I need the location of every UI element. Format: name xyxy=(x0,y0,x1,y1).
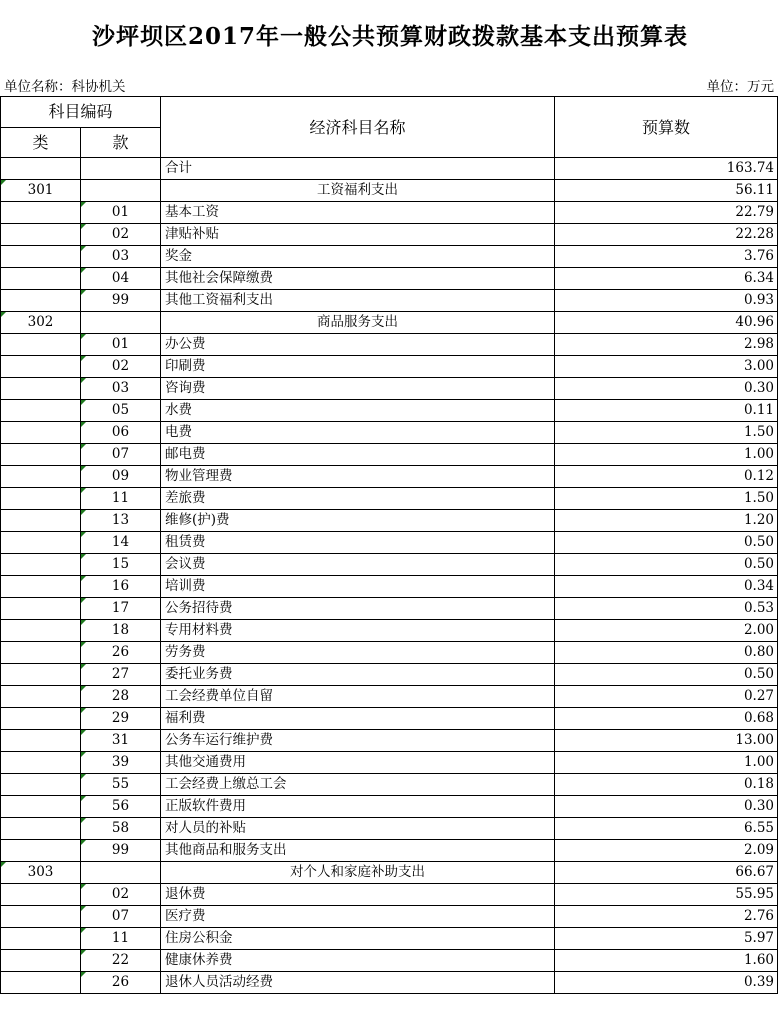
cell-lei xyxy=(1,972,81,994)
cell-lei xyxy=(1,202,81,224)
cell-name: 对个人和家庭补助支出 xyxy=(161,862,555,884)
cell-kuan xyxy=(81,312,161,334)
cell-kuan xyxy=(81,862,161,884)
cell-lei xyxy=(1,686,81,708)
cell-amount: 0.27 xyxy=(555,686,778,708)
cell-amount: 0.93 xyxy=(555,290,778,312)
cell-lei xyxy=(1,884,81,906)
cell-kuan: 26 xyxy=(81,642,161,664)
cell-name: 维修(护)费 xyxy=(161,510,555,532)
cell-amount: 0.50 xyxy=(555,532,778,554)
cell-lei: 303 xyxy=(1,862,81,884)
cell-amount: 163.74 xyxy=(555,158,778,180)
cell-kuan: 13 xyxy=(81,510,161,532)
cell-name: 物业管理费 xyxy=(161,466,555,488)
cell-name: 差旅费 xyxy=(161,488,555,510)
table-row xyxy=(1,752,778,774)
cell-lei: 302 xyxy=(1,312,81,334)
cell-name: 津贴补贴 xyxy=(161,224,555,246)
cell-amount: 22.28 xyxy=(555,224,778,246)
cell-name: 商品服务支出 xyxy=(161,312,555,334)
cell-lei xyxy=(1,730,81,752)
cell-name: 健康休养费 xyxy=(161,950,555,972)
cell-amount: 1.60 xyxy=(555,950,778,972)
cell-kuan: 22 xyxy=(81,950,161,972)
cell-name: 其他工资福利支出 xyxy=(161,290,555,312)
header-amount: 预算数 xyxy=(555,97,778,158)
cell-name: 办公费 xyxy=(161,334,555,356)
cell-kuan: 02 xyxy=(81,224,161,246)
cell-amount: 66.67 xyxy=(555,862,778,884)
cell-lei xyxy=(1,246,81,268)
table-row xyxy=(1,840,778,862)
cell-amount: 1.00 xyxy=(555,444,778,466)
table-row xyxy=(1,862,778,884)
cell-kuan: 26 xyxy=(81,972,161,994)
table-row xyxy=(1,180,778,202)
cell-kuan: 29 xyxy=(81,708,161,730)
cell-amount: 3.76 xyxy=(555,246,778,268)
table-row xyxy=(1,796,778,818)
cell-kuan: 05 xyxy=(81,400,161,422)
cell-name: 电费 xyxy=(161,422,555,444)
currency-unit: 单位：万元 xyxy=(706,79,774,95)
cell-kuan: 07 xyxy=(81,444,161,466)
cell-kuan: 02 xyxy=(81,356,161,378)
table-row xyxy=(1,642,778,664)
cell-name: 合计 xyxy=(161,158,555,180)
cell-name: 其他社会保障缴费 xyxy=(161,268,555,290)
cell-kuan xyxy=(81,158,161,180)
cell-name: 工会经费单位自留 xyxy=(161,686,555,708)
cell-amount: 0.18 xyxy=(555,774,778,796)
cell-name: 奖金 xyxy=(161,246,555,268)
cell-amount: 3.00 xyxy=(555,356,778,378)
cell-lei xyxy=(1,488,81,510)
cell-amount: 2.00 xyxy=(555,620,778,642)
cell-lei xyxy=(1,928,81,950)
cell-amount: 0.30 xyxy=(555,796,778,818)
table-row xyxy=(1,664,778,686)
cell-lei xyxy=(1,290,81,312)
cell-kuan: 11 xyxy=(81,488,161,510)
cell-name: 工会经费上缴总工会 xyxy=(161,774,555,796)
cell-amount: 1.50 xyxy=(555,488,778,510)
cell-kuan: 09 xyxy=(81,466,161,488)
cell-amount: 5.97 xyxy=(555,928,778,950)
cell-amount: 0.11 xyxy=(555,400,778,422)
cell-lei: 301 xyxy=(1,180,81,202)
table-row xyxy=(1,906,778,928)
cell-lei xyxy=(1,532,81,554)
cell-amount: 22.79 xyxy=(555,202,778,224)
header-name: 经济科目名称 xyxy=(161,97,555,158)
cell-name: 退休人员活动经费 xyxy=(161,972,555,994)
table-row xyxy=(1,378,778,400)
cell-lei xyxy=(1,422,81,444)
cell-kuan: 31 xyxy=(81,730,161,752)
cell-name: 福利费 xyxy=(161,708,555,730)
cell-kuan: 18 xyxy=(81,620,161,642)
cell-kuan: 11 xyxy=(81,928,161,950)
cell-kuan: 17 xyxy=(81,598,161,620)
cell-lei xyxy=(1,444,81,466)
cell-name: 基本工资 xyxy=(161,202,555,224)
cell-lei xyxy=(1,818,81,840)
cell-name: 邮电费 xyxy=(161,444,555,466)
cell-lei xyxy=(1,554,81,576)
cell-kuan: 56 xyxy=(81,796,161,818)
table-row xyxy=(1,708,778,730)
cell-kuan: 01 xyxy=(81,202,161,224)
table-row xyxy=(1,730,778,752)
cell-lei xyxy=(1,268,81,290)
table-body xyxy=(1,158,778,994)
cell-amount: 0.68 xyxy=(555,708,778,730)
cell-amount: 0.12 xyxy=(555,466,778,488)
table-row xyxy=(1,532,778,554)
cell-kuan: 27 xyxy=(81,664,161,686)
cell-amount: 6.55 xyxy=(555,818,778,840)
cell-lei xyxy=(1,950,81,972)
cell-name: 住房公积金 xyxy=(161,928,555,950)
cell-amount: 1.00 xyxy=(555,752,778,774)
header-lei: 类 xyxy=(1,127,81,158)
cell-kuan: 03 xyxy=(81,378,161,400)
cell-lei xyxy=(1,840,81,862)
cell-kuan: 02 xyxy=(81,884,161,906)
cell-amount: 2.76 xyxy=(555,906,778,928)
cell-name: 会议费 xyxy=(161,554,555,576)
table-row xyxy=(1,598,778,620)
cell-name: 专用材料费 xyxy=(161,620,555,642)
cell-lei xyxy=(1,906,81,928)
table-row xyxy=(1,466,778,488)
cell-amount: 40.96 xyxy=(555,312,778,334)
cell-name: 其他交通费用 xyxy=(161,752,555,774)
table-row xyxy=(1,972,778,994)
cell-lei xyxy=(1,334,81,356)
cell-lei xyxy=(1,576,81,598)
cell-kuan: 99 xyxy=(81,290,161,312)
cell-name: 培训费 xyxy=(161,576,555,598)
cell-lei xyxy=(1,224,81,246)
table-row xyxy=(1,158,778,180)
cell-amount: 6.34 xyxy=(555,268,778,290)
table-row xyxy=(1,510,778,532)
table-row xyxy=(1,290,778,312)
cell-lei xyxy=(1,642,81,664)
unit-name: 单位名称：科协机关 xyxy=(4,79,126,95)
cell-name: 公务招待费 xyxy=(161,598,555,620)
cell-amount: 1.20 xyxy=(555,510,778,532)
cell-kuan: 15 xyxy=(81,554,161,576)
cell-kuan: 04 xyxy=(81,268,161,290)
cell-name: 其他商品和服务支出 xyxy=(161,840,555,862)
cell-kuan: 16 xyxy=(81,576,161,598)
table-row xyxy=(1,686,778,708)
cell-kuan xyxy=(81,180,161,202)
cell-name: 公务车运行维护费 xyxy=(161,730,555,752)
cell-lei xyxy=(1,620,81,642)
cell-kuan: 06 xyxy=(81,422,161,444)
table-row xyxy=(1,246,778,268)
table-row xyxy=(1,818,778,840)
cell-kuan: 14 xyxy=(81,532,161,554)
cell-amount: 0.50 xyxy=(555,554,778,576)
table-row xyxy=(1,884,778,906)
cell-amount: 0.39 xyxy=(555,972,778,994)
cell-amount: 2.98 xyxy=(555,334,778,356)
table-row xyxy=(1,268,778,290)
table-row xyxy=(1,554,778,576)
cell-amount: 1.50 xyxy=(555,422,778,444)
cell-lei xyxy=(1,378,81,400)
cell-lei xyxy=(1,510,81,532)
cell-name: 对人员的补贴 xyxy=(161,818,555,840)
table-row xyxy=(1,356,778,378)
table-row xyxy=(1,312,778,334)
cell-name: 咨询费 xyxy=(161,378,555,400)
table-row xyxy=(1,400,778,422)
cell-kuan: 01 xyxy=(81,334,161,356)
cell-name: 正版软件费用 xyxy=(161,796,555,818)
cell-lei xyxy=(1,752,81,774)
cell-kuan: 55 xyxy=(81,774,161,796)
table-row xyxy=(1,202,778,224)
cell-kuan: 99 xyxy=(81,840,161,862)
cell-lei xyxy=(1,356,81,378)
table-row xyxy=(1,334,778,356)
cell-name: 医疗费 xyxy=(161,906,555,928)
cell-amount: 2.09 xyxy=(555,840,778,862)
table-row xyxy=(1,928,778,950)
cell-lei xyxy=(1,774,81,796)
cell-lei xyxy=(1,664,81,686)
cell-lei xyxy=(1,708,81,730)
budget-table xyxy=(0,96,778,994)
cell-lei xyxy=(1,158,81,180)
cell-amount: 0.30 xyxy=(555,378,778,400)
cell-name: 租赁费 xyxy=(161,532,555,554)
cell-lei xyxy=(1,598,81,620)
cell-amount: 0.50 xyxy=(555,664,778,686)
cell-name: 劳务费 xyxy=(161,642,555,664)
cell-amount: 0.53 xyxy=(555,598,778,620)
table-row xyxy=(1,422,778,444)
cell-amount: 55.95 xyxy=(555,884,778,906)
cell-amount: 13.00 xyxy=(555,730,778,752)
cell-lei xyxy=(1,400,81,422)
cell-lei xyxy=(1,796,81,818)
cell-kuan: 28 xyxy=(81,686,161,708)
cell-kuan: 58 xyxy=(81,818,161,840)
cell-name: 退休费 xyxy=(161,884,555,906)
cell-amount: 56.11 xyxy=(555,180,778,202)
cell-kuan: 03 xyxy=(81,246,161,268)
table-row xyxy=(1,576,778,598)
cell-name: 水费 xyxy=(161,400,555,422)
page-title: 沙坪坝区2017年一般公共预算财政拨款基本支出预算表 xyxy=(91,23,688,50)
cell-amount: 0.34 xyxy=(555,576,778,598)
table-row xyxy=(1,620,778,642)
table-row xyxy=(1,224,778,246)
cell-kuan: 07 xyxy=(81,906,161,928)
cell-amount: 0.80 xyxy=(555,642,778,664)
table-row xyxy=(1,488,778,510)
header-kuan: 款 xyxy=(81,127,161,158)
header-code: 科目编码 xyxy=(1,97,161,128)
table-row xyxy=(1,774,778,796)
cell-name: 委托业务费 xyxy=(161,664,555,686)
table-row xyxy=(1,950,778,972)
cell-lei xyxy=(1,466,81,488)
cell-name: 印刷费 xyxy=(161,356,555,378)
cell-kuan: 39 xyxy=(81,752,161,774)
table-row xyxy=(1,444,778,466)
cell-name: 工资福利支出 xyxy=(161,180,555,202)
